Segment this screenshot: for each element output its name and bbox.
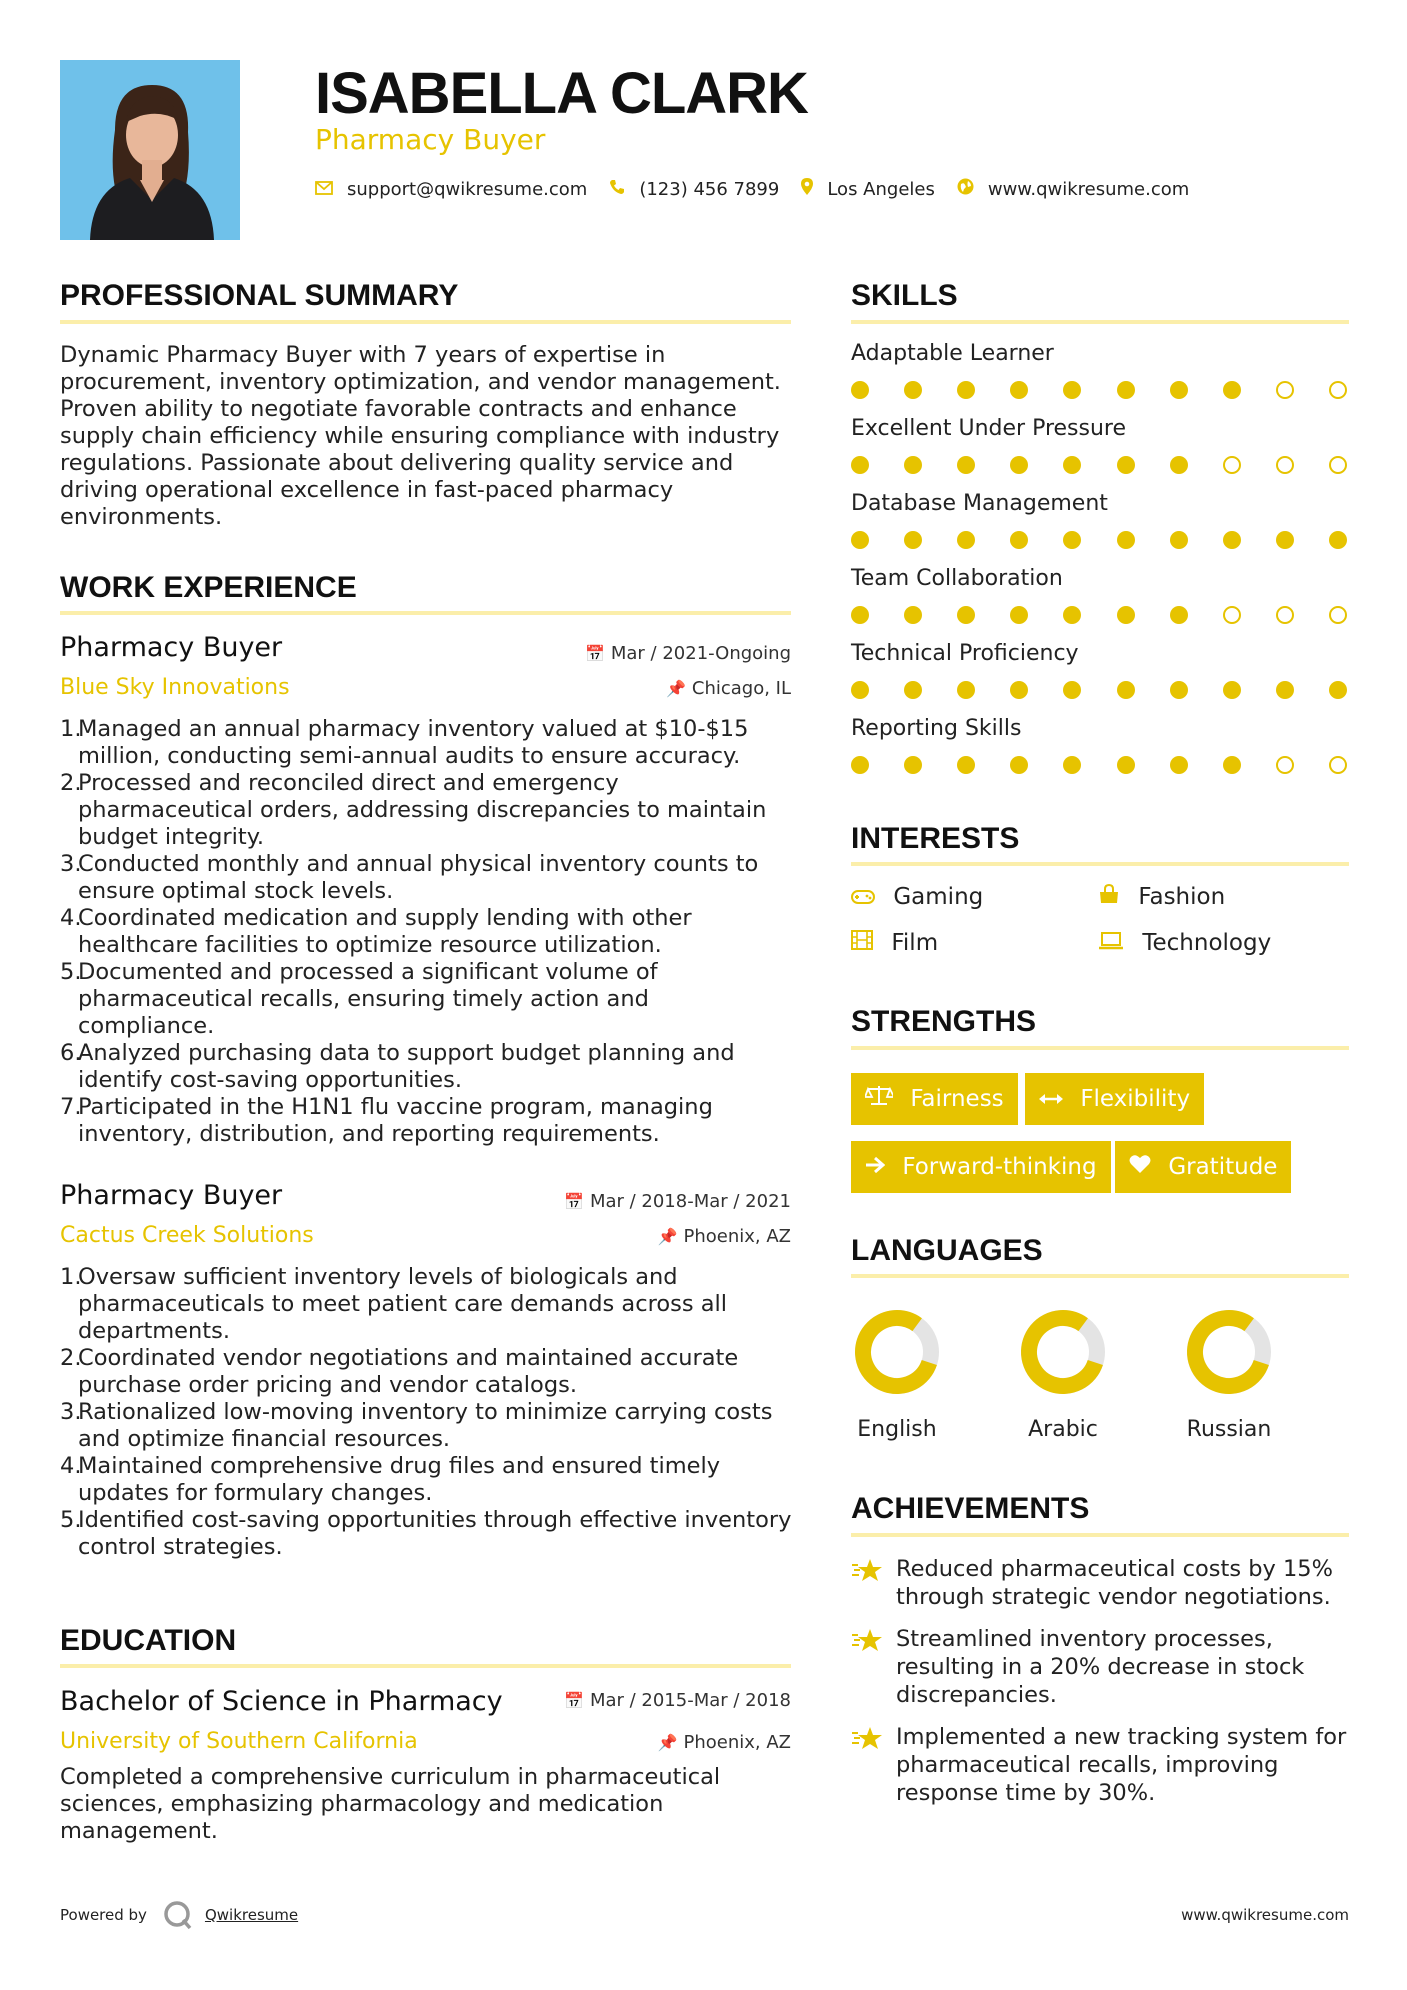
education-date-text: Mar / 2015-Mar / 2018 xyxy=(589,1690,791,1711)
languages-heading: LANGUAGES xyxy=(851,1234,1043,1267)
skill-rating xyxy=(851,680,1351,700)
achievement-line: resulting in a 20% decrease in stock xyxy=(896,1654,1305,1680)
rating-dot-filled xyxy=(1010,756,1028,774)
rating-dot-filled xyxy=(1010,456,1028,474)
pin-icon: 📌 xyxy=(657,1227,678,1246)
achievement-line: Implemented a new tracking system for xyxy=(896,1724,1347,1750)
skill-rating xyxy=(851,380,1351,400)
job-date-text: Mar / 2021-Ongoing xyxy=(610,643,791,664)
education-heading: EDUCATION xyxy=(60,1624,237,1657)
heart-icon xyxy=(1129,1154,1158,1180)
language-donut xyxy=(1183,1306,1275,1398)
rating-dot-filled xyxy=(1063,381,1081,399)
pin-icon: 📌 xyxy=(665,679,686,698)
duty-line: and optimize financial resources. xyxy=(78,1426,451,1452)
skill-rating xyxy=(851,530,1351,550)
duty-line: Coordinated medication and supply lending with other xyxy=(78,905,692,931)
job-date xyxy=(585,643,791,665)
balance-scale-icon xyxy=(865,1086,900,1112)
skill-rating xyxy=(851,605,1351,625)
star-icon xyxy=(851,1557,883,1585)
calendar-icon: 📅 xyxy=(564,1192,584,1211)
film-icon xyxy=(851,931,879,955)
duty-number: 4. xyxy=(60,1453,82,1479)
rating-dot-filled xyxy=(1063,456,1081,474)
duty-line: compliance. xyxy=(78,1013,215,1039)
interest-label: Technology xyxy=(1142,930,1272,956)
rating-dot-filled xyxy=(1170,531,1188,549)
achievement-line: Reduced pharmaceutical costs by 15% xyxy=(896,1556,1333,1582)
duty-number: 7. xyxy=(60,1094,82,1120)
rating-dot-filled xyxy=(1117,756,1135,774)
education-location-text: Phoenix, AZ xyxy=(683,1732,791,1753)
job-duties-list xyxy=(60,716,805,1148)
contact-bar xyxy=(315,178,1211,200)
duty-line: pharmaceutical orders, addressing discrepancies to maintain xyxy=(78,797,767,823)
rating-dot-filled xyxy=(1276,681,1294,699)
skill-name: Technical Proficiency xyxy=(851,641,1079,666)
rating-dot-filled xyxy=(1117,606,1135,624)
website-link[interactable]: www.qwikresume.com xyxy=(987,178,1190,200)
achievements-heading: ACHIEVEMENTS xyxy=(851,1492,1090,1525)
duty-line: Identified cost-saving opportunities through effective inventory xyxy=(78,1507,792,1533)
calendar-icon: 📅 xyxy=(584,644,605,663)
duty-line: Documented and processed a significant volume of xyxy=(78,959,658,985)
qwikresume-brand-link[interactable]: Qwikresume xyxy=(204,1906,299,1924)
summary-heading: PROFESSIONAL SUMMARY xyxy=(60,279,459,312)
job-location xyxy=(666,678,791,700)
skill-name: Adaptable Learner xyxy=(851,341,1054,366)
rating-dot-filled xyxy=(957,681,975,699)
rating-dot-filled xyxy=(904,606,922,624)
achievement-line: discrepancies. xyxy=(896,1682,1057,1708)
duty-line: million, conducting semi-annual audits to ensure accuracy. xyxy=(78,743,741,769)
rating-dot-filled xyxy=(851,381,869,399)
strength-badge xyxy=(851,1141,1111,1193)
interest-item xyxy=(851,929,938,957)
rating-dot-filled xyxy=(957,756,975,774)
strengths-heading: STRENGTHS xyxy=(851,1005,1037,1038)
duty-number: 2. xyxy=(60,770,82,796)
rating-dot-filled xyxy=(1223,531,1241,549)
rating-dot-filled xyxy=(1223,756,1241,774)
laptop-icon xyxy=(1098,931,1130,955)
strength-badge xyxy=(1025,1073,1204,1125)
job-location-text: Chicago, IL xyxy=(691,678,791,699)
rating-dot-empty xyxy=(1276,381,1294,399)
duty-line: budget integrity. xyxy=(78,824,264,850)
strength-badge xyxy=(1115,1141,1291,1193)
footer-powered-by xyxy=(60,1900,298,1930)
duty-number: 2. xyxy=(60,1345,82,1371)
language-item xyxy=(837,1306,957,1444)
job-duties-list xyxy=(60,1264,805,1561)
gamepad-icon xyxy=(851,885,881,909)
degree-title: Bachelor of Science in Pharmacy xyxy=(60,1686,503,1717)
duty-item xyxy=(60,1094,805,1148)
rating-dot-filled xyxy=(957,531,975,549)
rating-dot-empty xyxy=(1276,606,1294,624)
strength-badge xyxy=(851,1073,1018,1125)
rating-dot-filled xyxy=(851,681,869,699)
achievement-line: response time by 30%. xyxy=(896,1780,1156,1806)
summary-text xyxy=(60,342,800,531)
skill-name: Excellent Under Pressure xyxy=(851,416,1127,441)
rating-dot-filled xyxy=(1170,606,1188,624)
job-company: Blue Sky Innovations xyxy=(60,675,290,700)
language-label: English xyxy=(857,1417,937,1442)
rating-dot-empty xyxy=(1329,756,1347,774)
duty-item xyxy=(60,1264,805,1345)
rating-dot-filled xyxy=(1010,606,1028,624)
job-date-text: Mar / 2018-Mar / 2021 xyxy=(589,1191,791,1212)
arrows-horizontal-icon xyxy=(1039,1086,1070,1112)
language-label: Arabic xyxy=(1028,1417,1098,1442)
achievement-text xyxy=(896,1555,1356,1611)
duty-line: Coordinated vendor negotiations and maintained accurate xyxy=(78,1345,739,1371)
rating-dot-filled xyxy=(904,456,922,474)
rating-dot-filled xyxy=(1010,531,1028,549)
duty-number: 1. xyxy=(60,716,82,742)
education-divider xyxy=(60,1664,791,1668)
duty-item xyxy=(60,959,805,1040)
language-label: Russian xyxy=(1186,1417,1272,1442)
rating-dot-filled xyxy=(957,381,975,399)
duty-item xyxy=(60,1453,805,1507)
text-line: Proven ability to negotiate favorable contracts and enhance xyxy=(60,396,737,422)
rating-dot-empty xyxy=(1329,381,1347,399)
rating-dot-empty xyxy=(1329,606,1347,624)
location-text: Los Angeles xyxy=(827,178,935,200)
language-donut xyxy=(1017,1306,1109,1398)
candidate-title: Pharmacy Buyer xyxy=(315,123,546,156)
duty-line: Managed an annual pharmacy inventory valued at $10-$15 xyxy=(78,716,749,742)
rating-dot-filled xyxy=(1063,606,1081,624)
phone-number[interactable]: (123) 456 7899 xyxy=(639,178,780,200)
achievement-line: through strategic vendor negotiations. xyxy=(896,1584,1331,1610)
rating-dot-filled xyxy=(1063,531,1081,549)
strength-label: Gratitude xyxy=(1168,1154,1278,1180)
education-date xyxy=(564,1690,791,1712)
rating-dot-filled xyxy=(1329,681,1347,699)
duty-item xyxy=(60,1345,805,1399)
rating-dot-filled xyxy=(1276,531,1294,549)
language-item xyxy=(1169,1306,1289,1444)
rating-dot-filled xyxy=(1170,381,1188,399)
text-line: driving operational excellence in fast-paced pharmacy xyxy=(60,477,674,503)
duty-number: 3. xyxy=(60,851,82,877)
duty-line: pharmaceuticals to meet patient care demands across all xyxy=(78,1291,727,1317)
job-title: Pharmacy Buyer xyxy=(60,1180,283,1211)
text-line: Completed a comprehensive curriculum in pharmaceutical xyxy=(60,1764,721,1790)
achievements-divider xyxy=(851,1533,1349,1537)
achievement-text xyxy=(896,1723,1356,1807)
duty-number: 3. xyxy=(60,1399,82,1425)
duty-number: 6. xyxy=(60,1040,82,1066)
rating-dot-empty xyxy=(1276,456,1294,474)
interest-label: Film xyxy=(891,930,939,956)
duty-line: healthcare facilities to optimize resource utilization. xyxy=(78,932,662,958)
rating-dot-filled xyxy=(904,681,922,699)
job-location-text: Phoenix, AZ xyxy=(683,1226,791,1247)
duty-item xyxy=(60,851,805,905)
duty-line: control strategies. xyxy=(78,1534,283,1560)
qwikresume-logo-icon xyxy=(163,1900,193,1930)
duty-item xyxy=(60,1040,805,1094)
language-item xyxy=(1003,1306,1123,1444)
achievement-line: Streamlined inventory processes, xyxy=(896,1626,1273,1652)
interest-item xyxy=(1098,929,1271,957)
duty-line: inventory, distribution, and reporting requirements. xyxy=(78,1121,660,1147)
rating-dot-empty xyxy=(1223,606,1241,624)
duty-line: Participated in the H1N1 flu vaccine program, managing xyxy=(78,1094,713,1120)
rating-dot-filled xyxy=(1117,531,1135,549)
duty-line: departments. xyxy=(78,1318,230,1344)
skill-rating xyxy=(851,455,1351,475)
duty-line: ensure optimal stock levels. xyxy=(78,878,394,904)
duty-item xyxy=(60,770,805,851)
rating-dot-filled xyxy=(1170,456,1188,474)
interest-item xyxy=(1098,883,1225,911)
education-location xyxy=(658,1732,791,1754)
text-line: Dynamic Pharmacy Buyer with 7 years of expertise in xyxy=(60,342,666,368)
text-line: supply chain efficiency while ensuring compliance with industry xyxy=(60,423,780,449)
skill-rating xyxy=(851,755,1351,775)
job-date xyxy=(564,1191,791,1213)
skills-divider xyxy=(851,320,1349,324)
arrow-right-icon xyxy=(865,1154,892,1180)
star-icon xyxy=(851,1725,883,1753)
duty-item xyxy=(60,905,805,959)
rating-dot-empty xyxy=(1276,756,1294,774)
duty-line: Processed and reconciled direct and emergency xyxy=(78,770,619,796)
rating-dot-filled xyxy=(851,456,869,474)
duty-item xyxy=(60,1507,805,1561)
interest-item xyxy=(851,883,983,911)
skill-name: Reporting Skills xyxy=(851,716,1022,741)
email-icon xyxy=(315,179,333,200)
text-line: sciences, emphasizing pharmacology and medication xyxy=(60,1791,664,1817)
job-company: Cactus Creek Solutions xyxy=(60,1223,314,1248)
rating-dot-filled xyxy=(957,606,975,624)
duty-number: 5. xyxy=(60,959,82,985)
phone-icon xyxy=(609,179,625,200)
duty-line: pharmaceutical recalls, ensuring timely action and xyxy=(78,986,649,1012)
job-location xyxy=(658,1226,791,1248)
rating-dot-filled xyxy=(1170,756,1188,774)
education-description xyxy=(60,1764,800,1845)
footer-url[interactable]: www.qwikresume.com xyxy=(1181,1906,1349,1924)
rating-dot-filled xyxy=(1223,681,1241,699)
interest-label: Fashion xyxy=(1138,884,1226,910)
school-name: University of Southern California xyxy=(60,1729,418,1754)
duty-line: updates for formulary changes. xyxy=(78,1480,433,1506)
rating-dot-empty xyxy=(1223,456,1241,474)
star-icon xyxy=(851,1627,883,1655)
rating-dot-filled xyxy=(957,456,975,474)
globe-icon xyxy=(957,178,974,200)
language-donut xyxy=(851,1306,943,1398)
duty-line: Oversaw sufficient inventory levels of biologicals and xyxy=(78,1264,678,1290)
rating-dot-filled xyxy=(851,606,869,624)
languages-divider xyxy=(851,1274,1349,1278)
duty-line: purchase order pricing and vendor catalogs. xyxy=(78,1372,577,1398)
achievement-line: pharmaceutical recalls, improving xyxy=(896,1752,1279,1778)
experience-heading: WORK EXPERIENCE xyxy=(60,571,357,604)
skills-heading: SKILLS xyxy=(851,279,958,312)
interests-heading: INTERESTS xyxy=(851,822,1020,855)
duty-number: 1. xyxy=(60,1264,82,1290)
powered-by-text: Powered by xyxy=(60,1906,147,1924)
duty-item xyxy=(60,716,805,770)
duty-line: Rationalized low-moving inventory to minimize carrying costs xyxy=(78,1399,773,1425)
strength-label: Forward-thinking xyxy=(902,1154,1097,1180)
rating-dot-filled xyxy=(1223,381,1241,399)
text-line: management. xyxy=(60,1818,218,1844)
interest-label: Gaming xyxy=(893,884,984,910)
rating-dot-filled xyxy=(1117,456,1135,474)
duty-number: 4. xyxy=(60,905,82,931)
rating-dot-filled xyxy=(1329,531,1347,549)
rating-dot-filled xyxy=(1170,681,1188,699)
rating-dot-filled xyxy=(1117,681,1135,699)
text-line: regulations. Passionate about delivering quality service and xyxy=(60,450,734,476)
duty-line: Conducted monthly and annual physical inventory counts to xyxy=(78,851,759,877)
rating-dot-filled xyxy=(904,756,922,774)
pin-icon: 📌 xyxy=(657,1733,678,1752)
strengths-divider xyxy=(851,1046,1349,1050)
rating-dot-filled xyxy=(1063,681,1081,699)
email-link[interactable]: support@qwikresume.com xyxy=(347,178,588,200)
text-line: environments. xyxy=(60,504,223,530)
duty-item xyxy=(60,1399,805,1453)
duty-line: Maintained comprehensive drug files and ensured timely xyxy=(78,1453,721,1479)
job-title: Pharmacy Buyer xyxy=(60,632,283,663)
experience-divider xyxy=(60,611,791,615)
duty-line: identify cost-saving opportunities. xyxy=(78,1067,463,1093)
calendar-icon: 📅 xyxy=(564,1691,584,1710)
summary-divider xyxy=(60,320,791,324)
rating-dot-empty xyxy=(1329,456,1347,474)
duty-line: Analyzed purchasing data to support budget planning and xyxy=(78,1040,735,1066)
rating-dot-filled xyxy=(1010,381,1028,399)
strength-label: Fairness xyxy=(910,1086,1004,1112)
rating-dot-filled xyxy=(904,531,922,549)
skill-name: Database Management xyxy=(851,491,1108,516)
candidate-name: ISABELLA CLARK xyxy=(315,61,808,126)
achievement-text xyxy=(896,1625,1356,1709)
rating-dot-filled xyxy=(1117,381,1135,399)
duty-number: 5. xyxy=(60,1507,82,1533)
rating-dot-filled xyxy=(851,756,869,774)
rating-dot-filled xyxy=(904,381,922,399)
map-pin-icon xyxy=(801,178,813,200)
interests-divider xyxy=(851,862,1349,866)
strength-label: Flexibility xyxy=(1080,1086,1191,1112)
shopping-bag-icon xyxy=(1098,885,1126,909)
text-line: procurement, inventory optimization, and vendor management. xyxy=(60,369,781,395)
skill-name: Team Collaboration xyxy=(851,566,1063,591)
rating-dot-filled xyxy=(1010,681,1028,699)
profile-photo xyxy=(60,60,240,240)
rating-dot-filled xyxy=(851,531,869,549)
rating-dot-filled xyxy=(1063,756,1081,774)
